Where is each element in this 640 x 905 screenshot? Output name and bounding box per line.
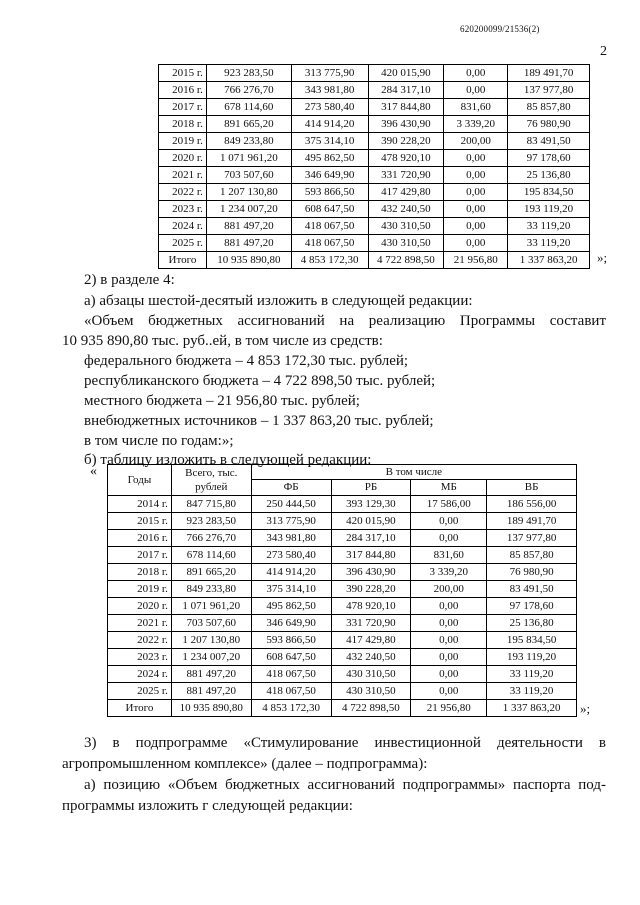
- cell-year: 2025 г.: [108, 683, 172, 700]
- cell-rb: 432 240,50: [331, 649, 411, 666]
- table-row: [108, 700, 577, 717]
- table-row: [159, 252, 590, 269]
- table-row: [108, 513, 577, 530]
- cell-vb: 186 556,00: [487, 496, 577, 513]
- cell-rb: 396 430,90: [368, 116, 444, 133]
- cell-total: 923 283,50: [206, 65, 291, 82]
- header-mb: МБ: [411, 480, 487, 496]
- cell-mb: 21 956,80: [411, 700, 487, 717]
- cell-rb: 284 317,10: [331, 530, 411, 547]
- cell-total: 1 071 961,20: [206, 150, 291, 167]
- cell-total: 703 507,60: [206, 167, 291, 184]
- cell-fb: 4 853 172,30: [291, 252, 368, 269]
- cell-fb: 313 775,90: [291, 65, 368, 82]
- table-row: [159, 184, 590, 201]
- table-row: [108, 598, 577, 615]
- extrabudgetary-line: внебюджетных источников – 1 337 863,20 тыс. рублей;: [84, 413, 434, 429]
- cell-fb: 273 580,40: [251, 547, 331, 564]
- cell-fb: 414 914,20: [291, 116, 368, 133]
- cell-fb: 608 647,50: [291, 201, 368, 218]
- cell-vb: 97 178,60: [487, 598, 577, 615]
- item3a-line2: программы изложить г следующей редакции:: [62, 798, 353, 814]
- cell-total: 891 665,20: [206, 116, 291, 133]
- cell-year: Итого: [108, 700, 172, 717]
- cell-vb: 193 119,20: [508, 201, 590, 218]
- table-row: [159, 133, 590, 150]
- cell-year: 2024 г.: [159, 218, 207, 235]
- cell-total: 1 207 130,80: [206, 184, 291, 201]
- cell-vb: 83 491,50: [508, 133, 590, 150]
- cell-total: 1 234 007,20: [206, 201, 291, 218]
- cell-total: 1 234 007,20: [171, 649, 251, 666]
- cell-rb: 420 015,90: [368, 65, 444, 82]
- cell-fb: 4 853 172,30: [251, 700, 331, 717]
- cell-mb: 200,00: [444, 133, 508, 150]
- cell-year: Итого: [159, 252, 207, 269]
- header-years: Годы: [108, 465, 172, 496]
- federal-budget-line: федерального бюджета – 4 853 172,30 тыс. рублей;: [84, 353, 409, 369]
- budget-statement-line1: «Объем бюджетных ассигнований на реализацию Программы составит: [84, 313, 606, 329]
- cell-year: 2022 г.: [108, 632, 172, 649]
- cell-year: 2020 г.: [159, 150, 207, 167]
- header-fb: ФБ: [251, 480, 331, 496]
- cell-mb: 0,00: [444, 184, 508, 201]
- cell-rb: 478 920,10: [368, 150, 444, 167]
- cell-total: 703 507,60: [171, 615, 251, 632]
- table-row: [108, 649, 577, 666]
- cell-year: 2018 г.: [108, 564, 172, 581]
- cell-rb: 396 430,90: [331, 564, 411, 581]
- by-years-line: в том числе по годам:»;: [84, 433, 234, 449]
- cell-fb: 608 647,50: [251, 649, 331, 666]
- cell-year: 2019 г.: [159, 133, 207, 150]
- paragraph-b-intro: б) таблицу изложить в следующей редакции:: [84, 452, 372, 468]
- cell-fb: 495 862,50: [291, 150, 368, 167]
- cell-total: 10 935 890,80: [171, 700, 251, 717]
- table-row: [159, 150, 590, 167]
- table-row: [108, 547, 577, 564]
- cell-mb: 0,00: [444, 82, 508, 99]
- table-row: [108, 581, 577, 598]
- table-row: [159, 218, 590, 235]
- table1-closing-quote: »;: [597, 250, 608, 265]
- cell-fb: 418 067,50: [251, 666, 331, 683]
- cell-mb: 0,00: [411, 615, 487, 632]
- cell-rb: 284 317,10: [368, 82, 444, 99]
- cell-total: 923 283,50: [171, 513, 251, 530]
- cell-mb: 200,00: [411, 581, 487, 598]
- cell-fb: 250 444,50: [251, 496, 331, 513]
- item3-line1: 3) в подпрограмме «Стимулирование инвестиционной деятельности в: [84, 735, 606, 751]
- cell-mb: 831,60: [411, 547, 487, 564]
- cell-fb: 375 314,10: [251, 581, 331, 598]
- cell-rb: 430 310,50: [368, 235, 444, 252]
- budget-statement-line2: 10 935 890,80 тыс. руб..ей, в том числе из средств:: [62, 333, 383, 349]
- cell-total: 847 715,80: [171, 496, 251, 513]
- table-row: [159, 167, 590, 184]
- cell-year: 2016 г.: [108, 530, 172, 547]
- cell-vb: 85 857,80: [487, 547, 577, 564]
- cell-total: 881 497,20: [171, 683, 251, 700]
- cell-vb: 137 977,80: [508, 82, 590, 99]
- cell-fb: 593 866,50: [291, 184, 368, 201]
- table-row: [159, 65, 590, 82]
- table-row: [108, 683, 577, 700]
- cell-mb: 0,00: [444, 201, 508, 218]
- document-number: 620200099/21536(2): [460, 24, 540, 34]
- cell-mb: 0,00: [444, 235, 508, 252]
- cell-fb: 313 775,90: [251, 513, 331, 530]
- cell-year: 2016 г.: [159, 82, 207, 99]
- cell-vb: 33 119,20: [508, 218, 590, 235]
- table2-closing-quote: »;: [580, 701, 591, 716]
- cell-year: 2021 г.: [108, 615, 172, 632]
- cell-total: 849 233,80: [206, 133, 291, 150]
- table-row: [159, 82, 590, 99]
- cell-vb: 1 337 863,20: [487, 700, 577, 717]
- cell-rb: 317 844,80: [368, 99, 444, 116]
- cell-total: 1 207 130,80: [171, 632, 251, 649]
- cell-total: 678 114,60: [206, 99, 291, 116]
- cell-total: 10 935 890,80: [206, 252, 291, 269]
- cell-rb: 4 722 898,50: [368, 252, 444, 269]
- cell-fb: 346 649,90: [291, 167, 368, 184]
- local-budget-line: местного бюджета – 21 956,80 тыс. рублей;: [84, 393, 360, 409]
- cell-year: 2025 г.: [159, 235, 207, 252]
- cell-rb: 430 310,50: [331, 683, 411, 700]
- table-row: [108, 632, 577, 649]
- table-row: [159, 235, 590, 252]
- cell-vb: 189 491,70: [487, 513, 577, 530]
- cell-fb: 593 866,50: [251, 632, 331, 649]
- header-total: Всего, тыс. рублей: [171, 465, 251, 496]
- cell-mb: 0,00: [411, 530, 487, 547]
- cell-year: 2014 г.: [108, 496, 172, 513]
- cell-year: 2019 г.: [108, 581, 172, 598]
- cell-fb: 418 067,50: [291, 218, 368, 235]
- header-including: В том числе: [251, 465, 576, 480]
- cell-mb: 831,60: [444, 99, 508, 116]
- cell-year: 2020 г.: [108, 598, 172, 615]
- table2-opening-quote: «: [90, 464, 97, 479]
- cell-rb: 432 240,50: [368, 201, 444, 218]
- cell-rb: 317 844,80: [331, 547, 411, 564]
- cell-rb: 430 310,50: [368, 218, 444, 235]
- republic-budget-line: республиканского бюджета – 4 722 898,50 тыс. рублей;: [84, 373, 436, 389]
- cell-mb: 3 339,20: [411, 564, 487, 581]
- cell-mb: 0,00: [444, 218, 508, 235]
- cell-mb: 0,00: [411, 598, 487, 615]
- cell-rb: 417 429,80: [331, 632, 411, 649]
- cell-rb: 420 015,90: [331, 513, 411, 530]
- cell-fb: 375 314,10: [291, 133, 368, 150]
- cell-mb: 3 339,20: [444, 116, 508, 133]
- cell-rb: 430 310,50: [331, 666, 411, 683]
- cell-rb: 4 722 898,50: [331, 700, 411, 717]
- cell-fb: 343 981,80: [291, 82, 368, 99]
- cell-vb: 85 857,80: [508, 99, 590, 116]
- cell-vb: 33 119,20: [487, 683, 577, 700]
- cell-year: 2015 г.: [159, 65, 207, 82]
- section4-heading: 2) в разделе 4:: [84, 272, 175, 288]
- cell-mb: 0,00: [444, 167, 508, 184]
- cell-mb: 0,00: [444, 65, 508, 82]
- cell-mb: 21 956,80: [444, 252, 508, 269]
- cell-fb: 343 981,80: [251, 530, 331, 547]
- cell-vb: 76 980,90: [487, 564, 577, 581]
- cell-vb: 33 119,20: [487, 666, 577, 683]
- cell-year: 2018 г.: [159, 116, 207, 133]
- table-row: [159, 201, 590, 218]
- table-row: [108, 564, 577, 581]
- table-row: [108, 496, 577, 513]
- cell-fb: 418 067,50: [251, 683, 331, 700]
- cell-vb: 33 119,20: [508, 235, 590, 252]
- cell-year: 2021 г.: [159, 167, 207, 184]
- cell-fb: 418 067,50: [291, 235, 368, 252]
- cell-fb: 273 580,40: [291, 99, 368, 116]
- cell-rb: 331 720,90: [331, 615, 411, 632]
- cell-year: 2017 г.: [159, 99, 207, 116]
- cell-rb: 393 129,30: [331, 496, 411, 513]
- cell-total: 678 114,60: [171, 547, 251, 564]
- cell-vb: 137 977,80: [487, 530, 577, 547]
- cell-vb: 25 136,80: [508, 167, 590, 184]
- cell-total: 1 071 961,20: [171, 598, 251, 615]
- header-vb: ВБ: [487, 480, 577, 496]
- table-row: [159, 116, 590, 133]
- paragraph-a-intro: а) абзацы шестой-десятый изложить в следующей редакции:: [84, 293, 473, 309]
- cell-year: 2017 г.: [108, 547, 172, 564]
- table-row: [108, 530, 577, 547]
- cell-total: 881 497,20: [171, 666, 251, 683]
- cell-fb: 495 862,50: [251, 598, 331, 615]
- cell-vb: 83 491,50: [487, 581, 577, 598]
- cell-mb: 0,00: [411, 683, 487, 700]
- table-row: [108, 666, 577, 683]
- cell-vb: 195 834,50: [487, 632, 577, 649]
- cell-rb: 390 228,20: [368, 133, 444, 150]
- cell-total: 849 233,80: [171, 581, 251, 598]
- cell-vb: 189 491,70: [508, 65, 590, 82]
- cell-year: 2022 г.: [159, 184, 207, 201]
- cell-mb: 17 586,00: [411, 496, 487, 513]
- item3-line2: агропромышленном комплексе» (далее – подпрограмма):: [62, 756, 428, 772]
- cell-total: 881 497,20: [206, 218, 291, 235]
- cell-total: 891 665,20: [171, 564, 251, 581]
- cell-fb: 346 649,90: [251, 615, 331, 632]
- cell-vb: 97 178,60: [508, 150, 590, 167]
- item3a-line1: а) позицию «Объем бюджетных ассигнований подпрограммы» паспорта под-: [84, 777, 606, 793]
- header-rb: РБ: [331, 480, 411, 496]
- cell-mb: 0,00: [444, 150, 508, 167]
- cell-rb: 390 228,20: [331, 581, 411, 598]
- cell-mb: 0,00: [411, 632, 487, 649]
- cell-vb: 195 834,50: [508, 184, 590, 201]
- cell-year: 2023 г.: [159, 201, 207, 218]
- cell-mb: 0,00: [411, 666, 487, 683]
- cell-year: 2023 г.: [108, 649, 172, 666]
- cell-vb: 76 980,90: [508, 116, 590, 133]
- cell-rb: 331 720,90: [368, 167, 444, 184]
- cell-vb: 25 136,80: [487, 615, 577, 632]
- cell-year: 2015 г.: [108, 513, 172, 530]
- cell-rb: 417 429,80: [368, 184, 444, 201]
- cell-year: 2024 г.: [108, 666, 172, 683]
- cell-vb: 1 337 863,20: [508, 252, 590, 269]
- cell-vb: 193 119,20: [487, 649, 577, 666]
- cell-rb: 478 920,10: [331, 598, 411, 615]
- table-row: [108, 615, 577, 632]
- cell-total: 881 497,20: [206, 235, 291, 252]
- cell-total: 766 276,70: [206, 82, 291, 99]
- cell-mb: 0,00: [411, 513, 487, 530]
- funding-table-continuation: [158, 64, 590, 269]
- table-row: [159, 99, 590, 116]
- cell-total: 766 276,70: [171, 530, 251, 547]
- cell-fb: 414 914,20: [251, 564, 331, 581]
- cell-mb: 0,00: [411, 649, 487, 666]
- page-number: 2: [600, 44, 607, 59]
- funding-table: [107, 464, 577, 717]
